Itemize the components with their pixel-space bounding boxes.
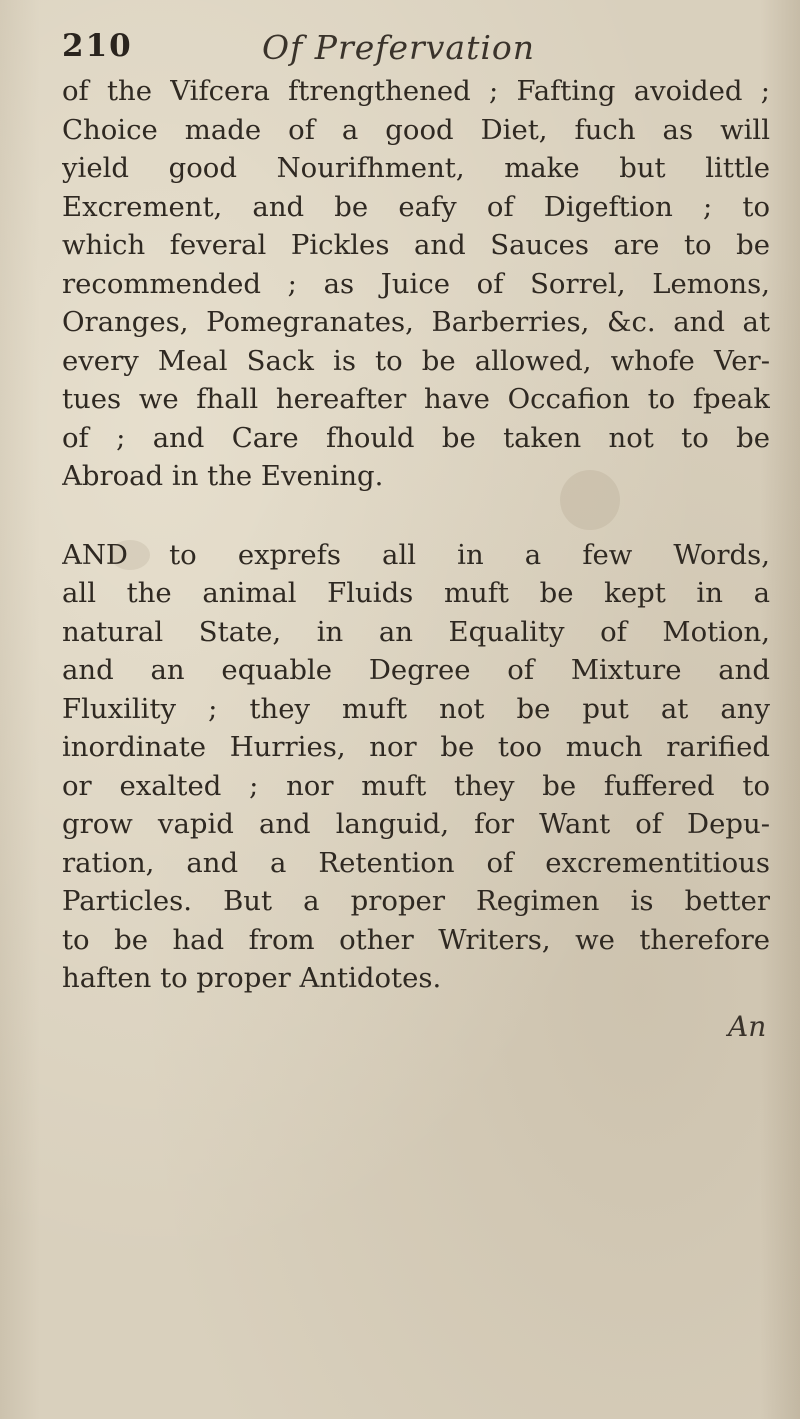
- text-line: Fluxility ; they muft not be put at any: [62, 692, 770, 725]
- text-line: to be had from other Writers, we therefore: [62, 923, 770, 956]
- text-line: inordinate Hurries, nor be too much rarified: [62, 731, 770, 763]
- text-line: Excrement, and be eafy of Digeftion ; to: [62, 190, 770, 223]
- page-number: 210: [62, 28, 133, 64]
- text-line: tues we fhall hereafter have Occafion to fpeak: [62, 383, 770, 415]
- text-line: Abroad in the Evening.: [62, 460, 384, 492]
- text-line: yield good Nourifhment, make but little: [62, 152, 770, 184]
- text-line: or exalted ; nor muft they be fuffered to: [62, 769, 770, 802]
- paragraph: [62, 72, 770, 496]
- text-line: grow vapid and languid, for Want of Depu-: [62, 808, 770, 840]
- text-line: Choice made of a good Diet, fuch as will: [62, 113, 770, 146]
- catchword: An: [728, 1010, 767, 1043]
- paragraph: [62, 536, 770, 998]
- text-line: of ; and Care fhould be taken not to be: [62, 421, 770, 454]
- text-line: haften to proper Antidotes.: [62, 962, 442, 994]
- text-line: every Meal Sack is to be allowed, whofe Ver-: [62, 344, 770, 377]
- text-line: recommended ; as Juice of Sorrel, Lemons,: [62, 267, 770, 300]
- page-header: [62, 22, 762, 70]
- text-line: all the animal Fluids muft be kept in a: [62, 577, 770, 609]
- body-text: [62, 72, 770, 998]
- paragraph-gap: [62, 496, 770, 536]
- text-line: Particles. But a proper Regimen is better: [62, 885, 770, 917]
- text-line: AND to exprefs all in a few Words,: [62, 538, 770, 571]
- running-head: Of Prefervation: [262, 28, 536, 67]
- text-line: of the Vifcera ftrengthened ; Fafting avoided ;: [62, 75, 770, 107]
- text-line: which feveral Pickles and Sauces are to be: [62, 229, 770, 261]
- text-line: natural State, in an Equality of Motion,: [62, 615, 770, 648]
- text-line: and an equable Degree of Mixture and: [62, 654, 770, 686]
- text-line: Oranges, Pomegranates, Barberries, &c. and at: [62, 306, 770, 338]
- text-line: ration, and a Retention of excrementitious: [62, 846, 770, 879]
